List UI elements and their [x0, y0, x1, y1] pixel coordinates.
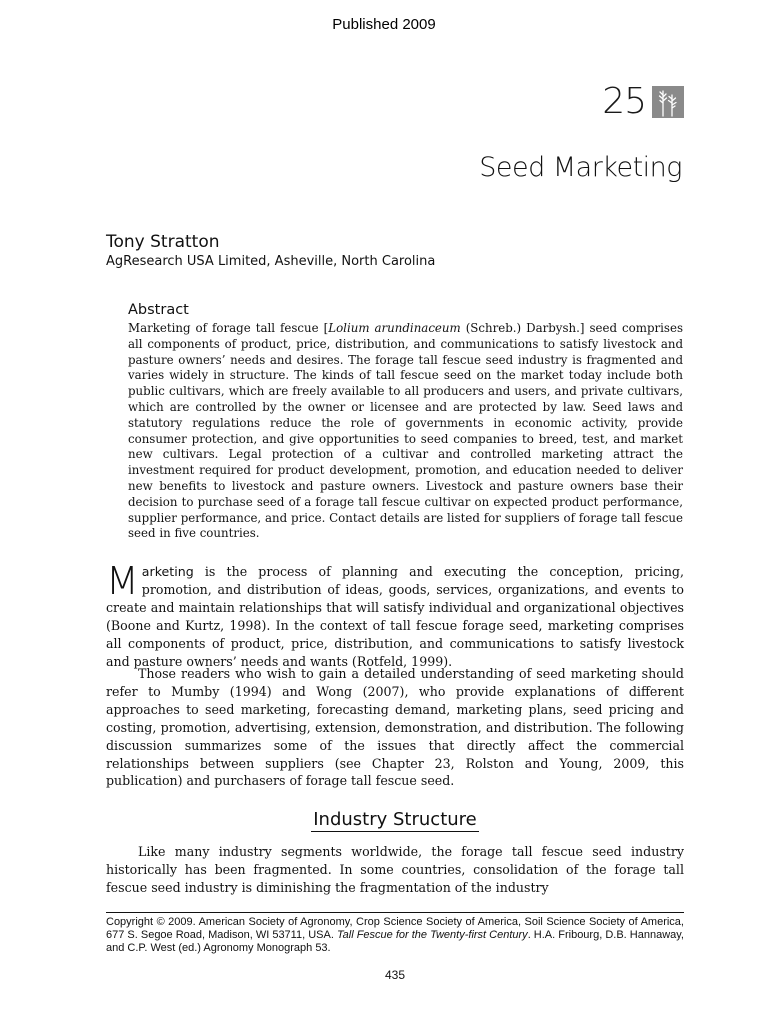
species-name: Lolium arundinaceum — [328, 321, 461, 335]
abstract-text-start: Marketing of forage tall fescue [ — [128, 321, 329, 335]
lead-word: arketing — [141, 564, 194, 579]
abstract-text-rest: (Schreb.) Darbysh.] seed comprises all components of product, price, distribution, and communications to satisfy livestock and pasture owners’ needs and desires. The forage tall fescue seed industry is fragmented and varies widely in structure. The kinds of tall fescue seed on the market today include both public cultivars, which are freely available to all producers and users, and private cultivars, which are controlled by the owner or licensee and are protected by law. Seed laws and statutory regulations reduce the role of governments in economic activity, provide consumer protection, and give opportunities to seed companies to breed, test, and market new cultivars. Legal protection of a cultivar and controlled marketing attract the investment required for product development, promotion, and education needed to deliver new benefits to livestock and pasture owners. Livestock and pasture owners base their decision to purchase seed of a forage tall fescue cultivar on expected product performance, supplier performance, and price. Contact details are listed for suppliers of forage tall fescue seed in five countries. — [128, 321, 684, 541]
book-title: Tall Fescue for the Twenty-first Century — [336, 929, 528, 941]
abstract-text — [128, 321, 683, 542]
footnote-suffix: . H.A. Fribourg, D.B. Hannaway, and C.P. West (ed.) Agronomy Monograph 53. — [106, 929, 684, 954]
author-affiliation: AgResearch USA Limited, Asheville, North Carolina — [106, 254, 436, 269]
published-note: Published 2009 — [332, 16, 436, 33]
footnote-divider — [106, 912, 684, 913]
page-number: 435 — [384, 968, 406, 982]
footnote-prefix: Copyright © 2009. American Society of Agronomy, Crop Science Society of America, Soil Science Society of America, 677 S. Segoe Road, Madison, WI 53711, USA. — [106, 916, 684, 941]
section-heading: Industry Structure — [313, 809, 477, 830]
section-heading-wrap — [0, 809, 768, 830]
copyright-footnote — [106, 916, 684, 955]
chapter-title: Seed Marketing — [479, 152, 682, 183]
abstract-heading: Abstract — [128, 302, 189, 318]
body-paragraph-3: Like many industry segments worldwide, the forage tall fescue seed industry historically has been fragmented. In some countries, consolidation of the forage tall fescue seed industry is diminishing the fragmentation of the industry — [106, 844, 684, 895]
body-paragraph-2: Those readers who wish to gain a detailed understanding of seed marketing should refer to Mumby (1994) and Wong (2007), who provide explanations of different approaches to seed marketing, forecasting demand, marketing plans, seed pricing and costing, promotion, advertising, extension, demonstration, and distribution. The following discussion summarizes some of the issues that directly affect the commercial relationships between suppliers (see Chapter 23, Rolston and Young, 2009, this publication) and purchasers of forage tall fescue seed. — [106, 666, 684, 789]
chapter-number: 25 — [602, 81, 646, 122]
grass-seedhead-icon — [652, 86, 684, 118]
author-name: Tony Stratton — [106, 232, 220, 252]
intro-text: is the process of planning and executing the conception, pricing, promotion, and distribution of ideas, goods, services, organizations, and events to create and maintain relationships that will satisfy individual and organizational objectives (Boone and Kurtz, 1998). In the context of tall fescue forage seed, marketing comprises all components of product, price, distribution, and communications to satisfy livestock and pasture owners’ needs and wants (Rotfeld, 1999). — [106, 564, 684, 669]
chapter-number-block — [560, 82, 684, 122]
intro-paragraph — [106, 559, 684, 670]
drop-cap: M — [106, 559, 139, 603]
